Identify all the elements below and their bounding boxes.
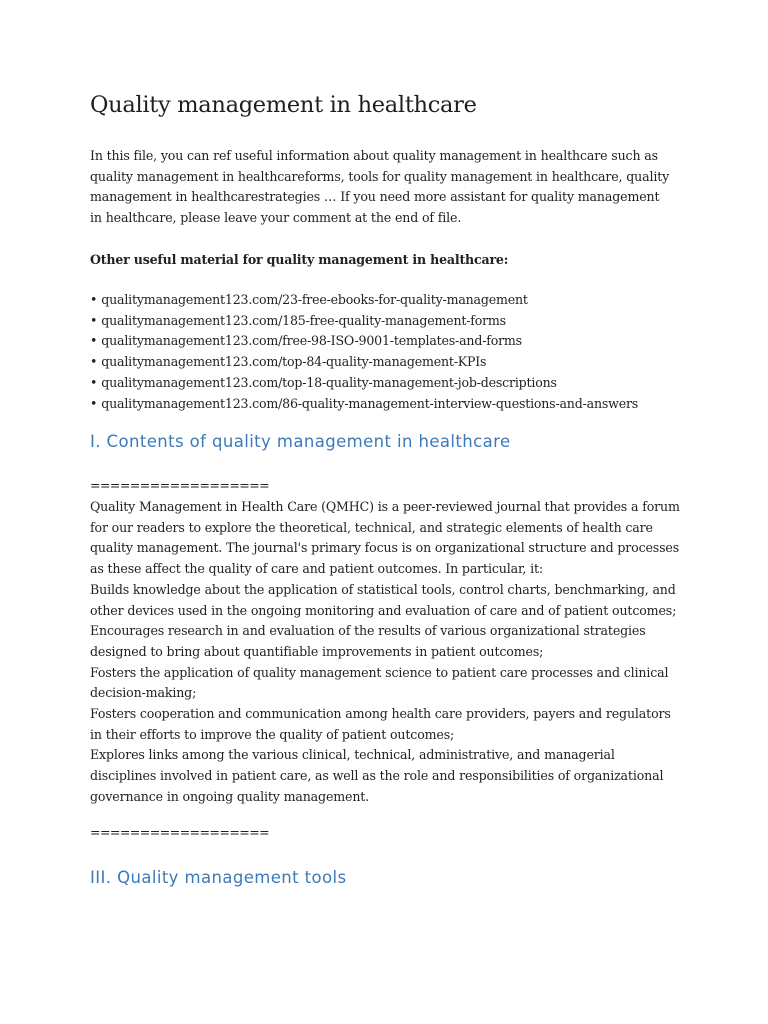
material-link[interactable]: qualitymanagement123.com/top-18-quality-management-job-descriptions bbox=[101, 374, 557, 390]
divider-line: ================== bbox=[90, 825, 270, 840]
document-title: Quality management in healthcare bbox=[90, 92, 477, 118]
body-paragraph: Fosters cooperation and communication among health care providers, payers and regulators in their efforts to improve the quality of patient outcomes; bbox=[90, 706, 671, 742]
bullet-icon: • bbox=[90, 333, 98, 349]
divider-line: ================== bbox=[90, 478, 270, 493]
body-paragraph: Fosters the application of quality management science to patient care processes and clinical decision-making; bbox=[90, 664, 669, 701]
section-contents-body bbox=[90, 497, 680, 808]
body-paragraph: Builds knowledge about the application of statistical tools, control charts, benchmarking, and other devices used in the ongoing monitoring and evaluation of care and of patient outcomes; bbox=[90, 581, 677, 618]
section-heading-contents: I. Contents of quality management in healthcare bbox=[90, 432, 511, 451]
material-link[interactable]: qualitymanagement123.com/top-84-quality-management-KPIs bbox=[101, 354, 487, 370]
bullet-icon: • bbox=[90, 354, 98, 370]
body-paragraph: Explores links among the various clinical, technical, administrative, and managerial disciplines involved in patient care, as well as the role and responsibilities of organizational governance in ongoing quality management. bbox=[90, 747, 664, 804]
intro-paragraph: In this file, you can ref useful information about quality management in healthcare such as quality management in healthcareforms, tools for quality management in healthcare, quality management in healthcarestrategies … If you need more assistant for quality management in healthcare, please leave your comment at the end of file. bbox=[90, 148, 670, 226]
list-item[interactable] bbox=[90, 352, 638, 373]
list-item[interactable] bbox=[90, 373, 638, 394]
section-heading-tools: III. Quality management tools bbox=[90, 868, 347, 887]
material-link[interactable]: qualitymanagement123.com/free-98-ISO-9001-templates-and-forms bbox=[101, 333, 522, 349]
list-item[interactable] bbox=[90, 311, 638, 332]
bullet-icon: • bbox=[90, 292, 98, 307]
body-paragraph: Quality Management in Health Care (QMHC) is a peer-reviewed journal that provides a forum for our readers to explore the theoretical, technical, and strategic elements of health care quality management. The journal's primary focus is on organizational structure and processes as these affect the quality of care and patient outcomes. In particular, it: bbox=[90, 499, 680, 577]
list-item[interactable] bbox=[90, 394, 638, 415]
list-item[interactable] bbox=[90, 331, 638, 352]
bullet-icon: • bbox=[90, 312, 98, 328]
material-link[interactable]: qualitymanagement123.com/23-free-ebooks-for-quality-management bbox=[101, 292, 528, 307]
list-item[interactable] bbox=[90, 290, 638, 311]
material-link[interactable]: qualitymanagement123.com/86-quality-management-interview-questions-and-answers bbox=[101, 395, 639, 411]
material-link[interactable]: qualitymanagement123.com/185-free-quality-management-forms bbox=[101, 312, 506, 328]
material-link-list bbox=[90, 290, 638, 414]
body-paragraph: Encourages research in and evaluation of the results of various organizational strategies designed to bring about quantifiable improvements in patient outcomes; bbox=[90, 623, 646, 659]
material-heading: Other useful material for quality management in healthcare: bbox=[90, 252, 509, 267]
bullet-icon: • bbox=[90, 374, 98, 390]
bullet-icon: • bbox=[90, 395, 98, 411]
